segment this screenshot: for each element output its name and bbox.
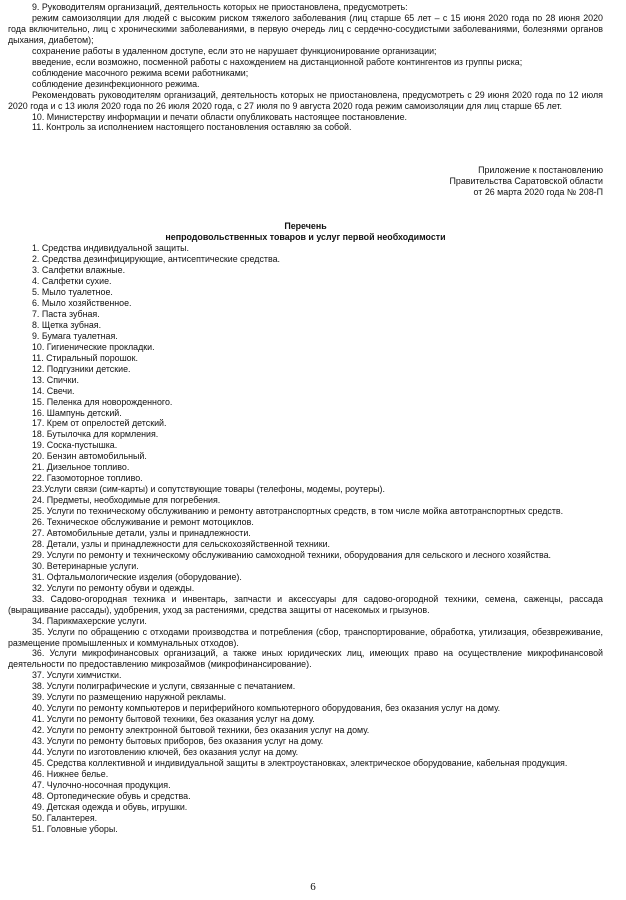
list-item: 27. Автомобильные детали, узлы и принадлежности. (32, 527, 251, 538)
paragraph: введение, если возможно, посменной работы с нахождением на дистанционной работе контингентов из группы риска; (32, 56, 523, 67)
list-item: 44. Услуги по изготовлению ключей, без оказания услуг на дому. (32, 747, 299, 758)
list-item: 31. Офтальмологические изделия (оборудование). (32, 571, 242, 582)
list-item: 43. Услуги по ремонту бытовых приборов, без оказания услуг на дому. (32, 736, 324, 747)
appendix-line: Приложение к постановлению (478, 165, 603, 176)
list-title-line: непродовольственных товаров и услуг первой необходимости (165, 232, 446, 243)
list-item: 47. Чулочно-носочная продукция. (32, 779, 171, 790)
paragraph: режим самоизоляции для людей с высоким риском тяжелого заболевания (лиц старше 65 лет – с 15 июня 2020 года по 28 июня 2020 года включительно, лиц с хроническими заболеваниями, в первую очередь лиц с сердечно-сосудистыми заболеваниями, болезнями органов дыхания, диабетом); (8, 12, 603, 45)
list-item: 16. Шампунь детский. (32, 407, 122, 418)
list-item: 22. Газомоторное топливо. (32, 473, 143, 484)
list-item: 6. Мыло хозяйственное. (32, 297, 132, 308)
list-item: 49. Детская одежда и обувь, игрушки. (32, 801, 188, 812)
list-item: 7. Паста зубная. (32, 308, 100, 319)
list-item: 37. Услуги химчистки. (32, 670, 122, 681)
list-item: 41. Услуги по ремонту бытовой техники, без оказания услуг на дому. (32, 714, 315, 725)
appendix-header (8, 165, 603, 198)
paragraph: соблюдение дезинфекционного режима. (32, 78, 200, 89)
paragraph: 11. Контроль за исполнением настоящего постановления оставляю за собой. (32, 122, 352, 133)
paragraph: сохранение работы в удаленном доступе, если это не нарушает функционирование организации; (32, 45, 437, 56)
list-item: 2. Средства дезинфицирующие, антисептические средства. (32, 254, 280, 265)
list-item: 30. Ветеринарные услуги. (32, 560, 139, 571)
list-item: 21. Дизельное топливо. (32, 462, 130, 473)
list-item: 8. Щетка зубная. (32, 319, 102, 330)
list-item: 13. Спички. (32, 374, 79, 385)
paragraph: 10. Министерству информации и печати области опубликовать настоящее постановление. (32, 111, 407, 122)
list-item: 4. Салфетки сухие. (32, 276, 112, 287)
list-item: 29. Услуги по ремонту и техническому обслуживанию самоходной техники, оборудования для сельского и лесного хозяйства. (32, 549, 552, 560)
list-item: 42. Услуги по ремонту электронной бытовой техники, без оказания услуг на дому. (32, 725, 370, 736)
list-item: 32. Услуги по ремонту обуви и одежды. (32, 582, 195, 593)
list-item: 39. Услуги по размещению наружной рекламы. (32, 692, 227, 703)
list-item: 40. Услуги по ремонту компьютеров и периферийного компьютерного оборудования, без оказания услуг на дому. (32, 703, 501, 714)
list-item: 25. Услуги по техническому обслуживанию и ремонту автотранспортных средств, в том числе мойка автотранспортных средств. (32, 506, 564, 517)
list-title (8, 221, 603, 243)
spacer (8, 198, 603, 221)
list-item: 50. Галантерея. (32, 812, 98, 823)
list-item: 51. Головные уборы. (32, 823, 118, 834)
items-list (8, 243, 603, 834)
list-item: 10. Гигиенические прокладки. (32, 341, 155, 352)
list-item: 36. Услуги микрофинансовых организаций, а также иных юридических лиц, имеющих право на осуществление микрофинансовой деятельности по предоставлению микрозаймов (микрофинансирование). (8, 648, 603, 670)
list-item: 20. Бензин автомобильный. (32, 451, 147, 462)
list-item: 46. Нижнее белье. (32, 768, 109, 779)
paragraph: соблюдение масочного режима всеми работниками; (32, 67, 249, 78)
section-9 (8, 2, 603, 133)
page-number: 6 (310, 881, 316, 893)
list-item: 1. Средства индивидуальной защиты. (32, 243, 190, 254)
list-item: 28. Детали, узлы и принадлежности для сельскохозяйственной техники. (32, 538, 330, 549)
list-item: 45. Средства коллективной и индивидуальной защиты в электроустановках, электрическое оборудование, кабельная продукция. (32, 758, 568, 768)
list-title-line: Перечень (284, 221, 327, 232)
list-item: 14. Свечи. (32, 385, 75, 396)
list-item: 48. Ортопедические обувь и средства. (32, 790, 191, 801)
paragraph: Рекомендовать руководителям организаций, деятельность которых не приостановлена, предусмотреть с 29 июня 2020 года по 12 июля 2020 года и с 13 июля 2020 года по 26 июля 2020 года, с 27 июля по 9 августа 2020 года режим самоизоляции для лиц старше 65 лет. (8, 89, 603, 111)
list-item: 24. Предметы, необходимые для погребения. (32, 495, 221, 506)
list-item: 17. Крем от опрелостей детский. (32, 418, 167, 429)
list-item: 19. Соска-пустышка. (32, 440, 118, 451)
list-item: 5. Мыло туалетное. (32, 287, 113, 298)
list-item: 33. Садово-огородная техника и инвентарь, запчасти и аксессуары для садово-огородной техники, семена, саженцы, рассада (выращивание рассады), удобрения, уход за растениями, средства защиты от насекомых и грызунов. (8, 593, 603, 615)
list-item: 38. Услуги полиграфические и услуги, связанные с печатанием. (32, 681, 296, 692)
list-item: 3. Салфетки влажные. (32, 265, 126, 276)
spacer (8, 133, 603, 165)
list-item: 12. Подгузники детские. (32, 363, 131, 374)
list-item: 11. Стиральный порошок. (32, 352, 138, 363)
list-item: 26. Техническое обслуживание и ремонт мотоциклов. (32, 517, 254, 528)
list-item: 18. Бутылочка для кормления. (32, 429, 159, 440)
paragraph: 9. Руководителям организаций, деятельность которых не приостановлена, предусмотреть: (32, 2, 408, 12)
list-item: 23.Услуги связи (сим-карты) и сопутствующие товары (телефоны, модемы, роутеры). (32, 484, 385, 495)
list-item: 34. Парикмахерские услуги. (32, 615, 147, 626)
list-item: 35. Услуги по обращению с отходами производства и потребления (сбор, транспортирование, обработка, утилизация, обезвреживание, размещение промышленных и коммунальных отходов). (8, 626, 603, 648)
list-item: 15. Пеленка для новорожденного. (32, 396, 173, 407)
list-item: 9. Бумага туалетная. (32, 330, 118, 341)
document-page (8, 2, 603, 835)
appendix-line: Правительства Саратовской области (449, 176, 603, 187)
appendix-line: от 26 марта 2020 года № 208-П (473, 187, 603, 198)
